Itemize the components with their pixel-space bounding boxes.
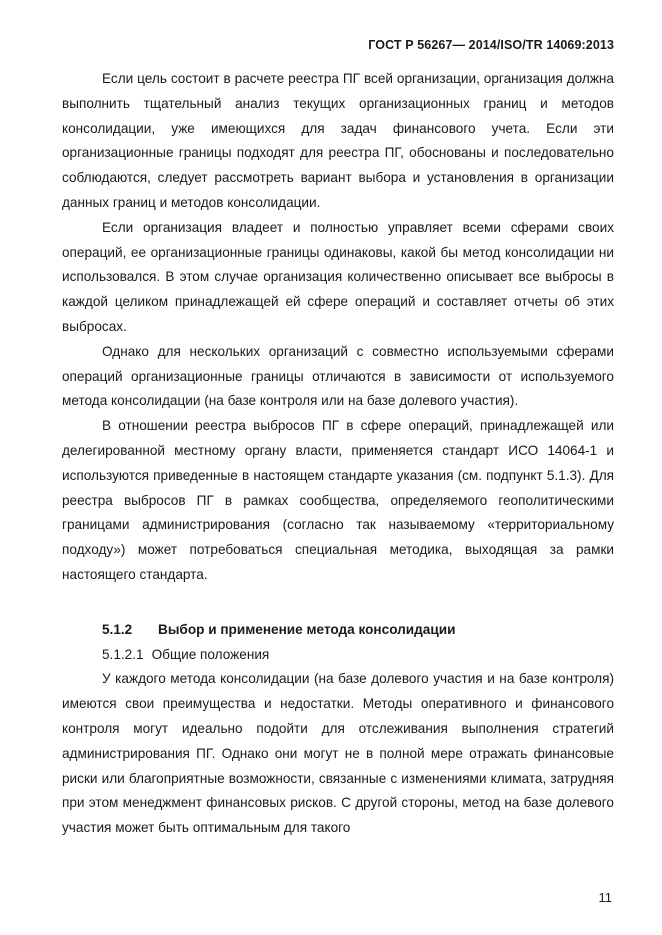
section-number: 5.1.2	[102, 621, 133, 637]
paragraph: Если цель состоит в расчете реестра ПГ всей организации, организация должна выполнить тщательный анализ текущих организационных границ и методов консолидации, уже имеющихся для задач финансового учета. Если эти организационные границы подходят для реестра ПГ, обоснованы и последовательно соблюдаются, следует рассмотреть вариант выбора и установления в организации данных границ и методов консолидации.	[62, 71, 614, 210]
subsection-number: 5.1.2.1	[102, 646, 144, 662]
standard-header: ГОСТ Р 56267— 2014/ISO/TR 14069:2013	[368, 38, 614, 52]
subsection-heading	[62, 643, 614, 668]
paragraph: Если организация владеет и полностью управляет всеми сферами своих операций, ее организационные границы одинаковы, какой бы метод консолидации ни использовался. В этом случае организация количественно описывает все выбросы в каждой целиком принадлежащей ей сфере операций и составляет отчеты об этих выбросах.	[62, 219, 614, 334]
paragraph: У каждого метода консолидации (на базе долевого участия и на базе контроля) имеются свои преимущества и недостатки. Методы оперативного и финансового контроля могут идеально подойти для отслеживания выполнения стратегий администрирования ПГ. Однако они могут не в полной мере отражать финансовые риски или благоприятные возможности, связанные с изменениями климата, затрудняя при этом менеджмент финансовых рисков. С другой стороны, метод на базе долевого участия может быть оптимальным для такого	[62, 671, 614, 836]
paragraph: Однако для нескольких организаций с совместно используемыми сферами операций организационные границы отличаются в зависимости от используемого метода консолидации (на базе контроля или на базе долевого участия).	[62, 343, 614, 409]
section-heading	[62, 618, 614, 643]
subsection-title: Общие положения	[151, 646, 270, 662]
paragraph: В отношении реестра выбросов ПГ в сфере операций, принадлежащей или делегированной местному органу власти, применяется стандарт ИСО 14064-1 и используются приведенные в настоящем стандарте указания (см. подпункт 5.1.3). Для реестра выбросов ПГ в рамках сообщества, определяемого геополитическими границами администрирования (согласно так называемому «территориальному подходу») может потребоваться специальная методика, выходящая за рамки настоящего стандарта.	[62, 418, 614, 582]
section-title: Выбор и применение метода консолидации	[158, 621, 456, 637]
page-content	[62, 67, 614, 841]
page-number: 11	[598, 890, 612, 905]
